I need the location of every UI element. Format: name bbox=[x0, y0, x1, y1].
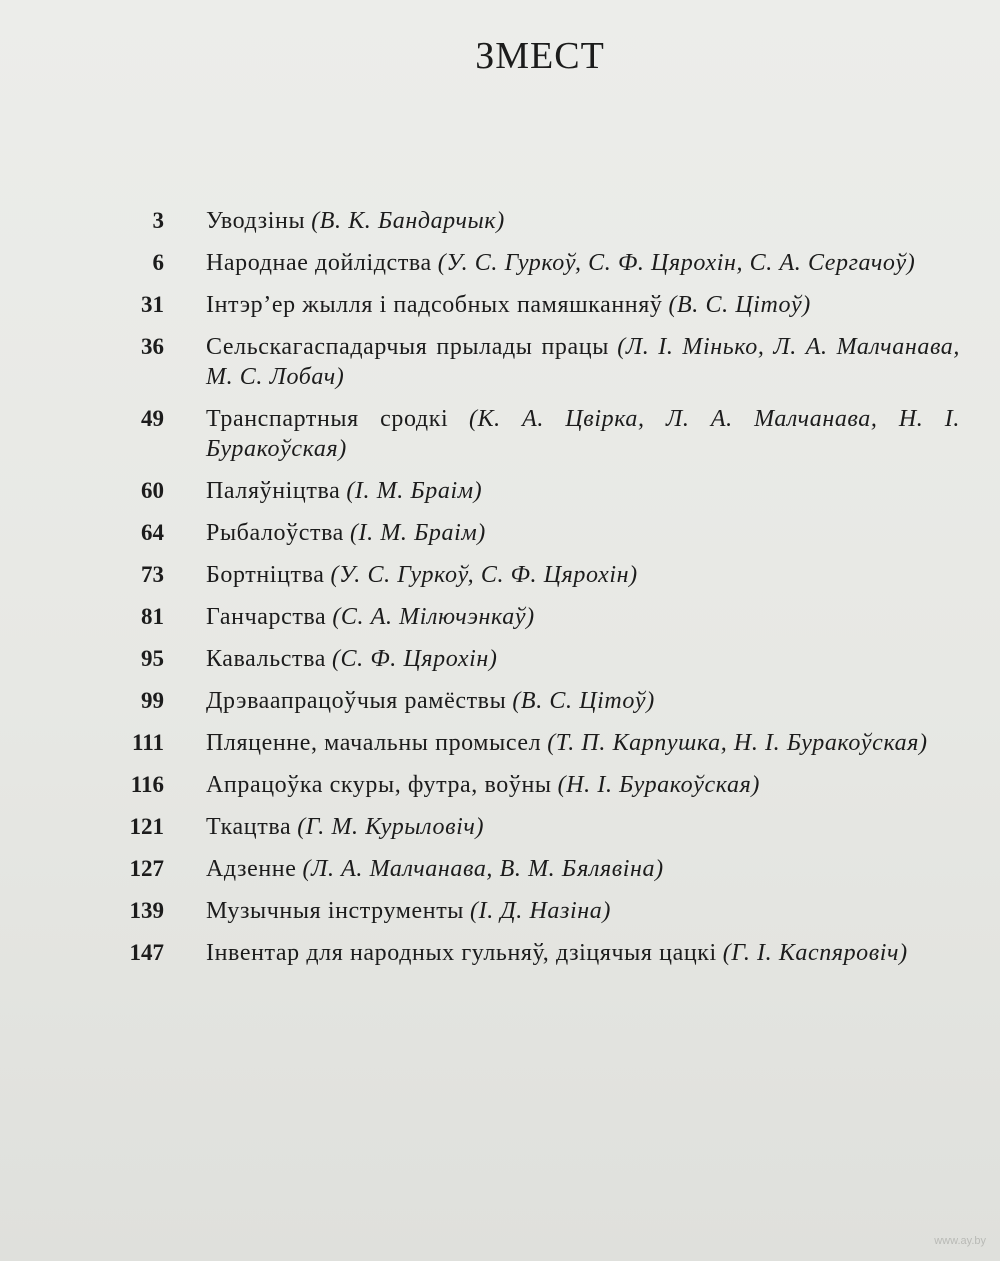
toc-page-number: 73 bbox=[141, 562, 164, 587]
toc-title: Ганчарства bbox=[206, 604, 327, 630]
toc-entry bbox=[100, 686, 960, 716]
toc-title: Інтэр’ер жылля і падсобных памяшканняў bbox=[206, 292, 663, 318]
toc-page-number: 60 bbox=[141, 478, 164, 503]
toc-entry bbox=[100, 476, 960, 506]
toc-page-number: 111 bbox=[132, 730, 164, 755]
toc-authors: (І. Д. Назіна) bbox=[470, 898, 611, 924]
toc-entry bbox=[100, 332, 960, 392]
toc-authors: (Г. М. Курыловіч) bbox=[297, 814, 485, 840]
toc-authors: (У. С. Гуркоў, С. Ф. Цярохін, С. А. Сергачоў) bbox=[437, 250, 916, 276]
toc-title: Транспартныя сродкі bbox=[206, 406, 449, 432]
toc-page-number: 3 bbox=[152, 208, 164, 233]
toc-page-number: 139 bbox=[129, 898, 164, 923]
toc-entry bbox=[100, 644, 960, 674]
toc-entry bbox=[100, 812, 960, 842]
toc-entry bbox=[100, 560, 960, 590]
table-of-contents bbox=[100, 206, 960, 980]
toc-title: Сельскагаспадарчыя прылады працы bbox=[206, 334, 609, 360]
site-watermark: www.ay.by bbox=[934, 1235, 986, 1247]
toc-entry bbox=[100, 896, 960, 926]
toc-authors: (С. Ф. Цярохін) bbox=[331, 646, 498, 672]
toc-title: Пляценне, мачальны промысел bbox=[206, 730, 542, 756]
toc-authors: (К. А. Цвірка, Л. А. Малчанава, Н. І. Буракоўская) bbox=[206, 406, 960, 462]
toc-page-number: 116 bbox=[130, 772, 164, 797]
toc-title: Інвентар для народных гульняў, дзіцячыя цацкі bbox=[206, 940, 717, 966]
toc-page-number: 64 bbox=[141, 520, 164, 545]
toc-authors: (В. К. Бандарчык) bbox=[311, 208, 505, 234]
toc-entry bbox=[100, 770, 960, 800]
toc-page-number: 31 bbox=[141, 292, 164, 317]
toc-authors: (Г. І. Каспяровіч) bbox=[722, 940, 908, 966]
toc-entry bbox=[100, 602, 960, 632]
toc-title: Дрэваапрацоўчыя рамёствы bbox=[206, 688, 507, 714]
toc-page-number: 6 bbox=[152, 250, 164, 275]
toc-title: Народнае дойлідства bbox=[206, 250, 432, 276]
toc-title: Паляўніцтва bbox=[206, 478, 341, 504]
toc-title: Кавальства bbox=[206, 646, 326, 672]
toc-page-number: 81 bbox=[141, 604, 164, 629]
toc-entry bbox=[100, 728, 960, 758]
toc-entry bbox=[100, 938, 960, 968]
toc-authors: (Н. І. Буракоўская) bbox=[557, 772, 760, 798]
page-title: ЗМЕСТ bbox=[475, 35, 605, 77]
toc-page-number: 95 bbox=[141, 646, 164, 671]
toc-page-number: 36 bbox=[141, 334, 164, 359]
toc-page-number: 99 bbox=[141, 688, 164, 713]
toc-entry bbox=[100, 404, 960, 464]
toc-title: Музычныя інструменты bbox=[206, 898, 465, 924]
toc-entry bbox=[100, 518, 960, 548]
toc-title: Ткацтва bbox=[206, 814, 292, 840]
toc-authors: (І. М. Браім) bbox=[349, 520, 486, 546]
toc-page-number: 121 bbox=[129, 814, 164, 839]
toc-authors: (С. А. Мілючэнкаў) bbox=[332, 604, 535, 630]
toc-title: Апрацоўка скуры, футра, воўны bbox=[206, 772, 552, 798]
toc-authors: (В. С. Цітоў) bbox=[668, 292, 811, 318]
toc-title: Бортніцтва bbox=[206, 562, 325, 588]
toc-page-number: 127 bbox=[129, 856, 164, 881]
toc-authors: (Т. П. Карпушка, Н. І. Буракоўская) bbox=[547, 730, 928, 756]
toc-entry bbox=[100, 248, 960, 278]
toc-authors: (Л. І. Мінько, Л. А. Малчанава, М. С. Лобач) bbox=[206, 334, 960, 390]
toc-page-number: 147 bbox=[129, 940, 164, 965]
toc-title: Рыбалоўства bbox=[206, 520, 344, 546]
toc-page-number: 49 bbox=[141, 406, 164, 431]
toc-title: Уводзіны bbox=[206, 208, 306, 234]
toc-authors: (І. М. Браім) bbox=[346, 478, 483, 504]
toc-entry bbox=[100, 290, 960, 320]
toc-authors: (Л. А. Малчанава, В. М. Бялявіна) bbox=[302, 856, 664, 882]
toc-entry bbox=[100, 206, 960, 236]
toc-authors: (У. С. Гуркоў, С. Ф. Цярохін) bbox=[330, 562, 638, 588]
toc-title: Адзенне bbox=[206, 856, 297, 882]
toc-entry bbox=[100, 854, 960, 884]
toc-authors: (В. С. Цітоў) bbox=[512, 688, 655, 714]
